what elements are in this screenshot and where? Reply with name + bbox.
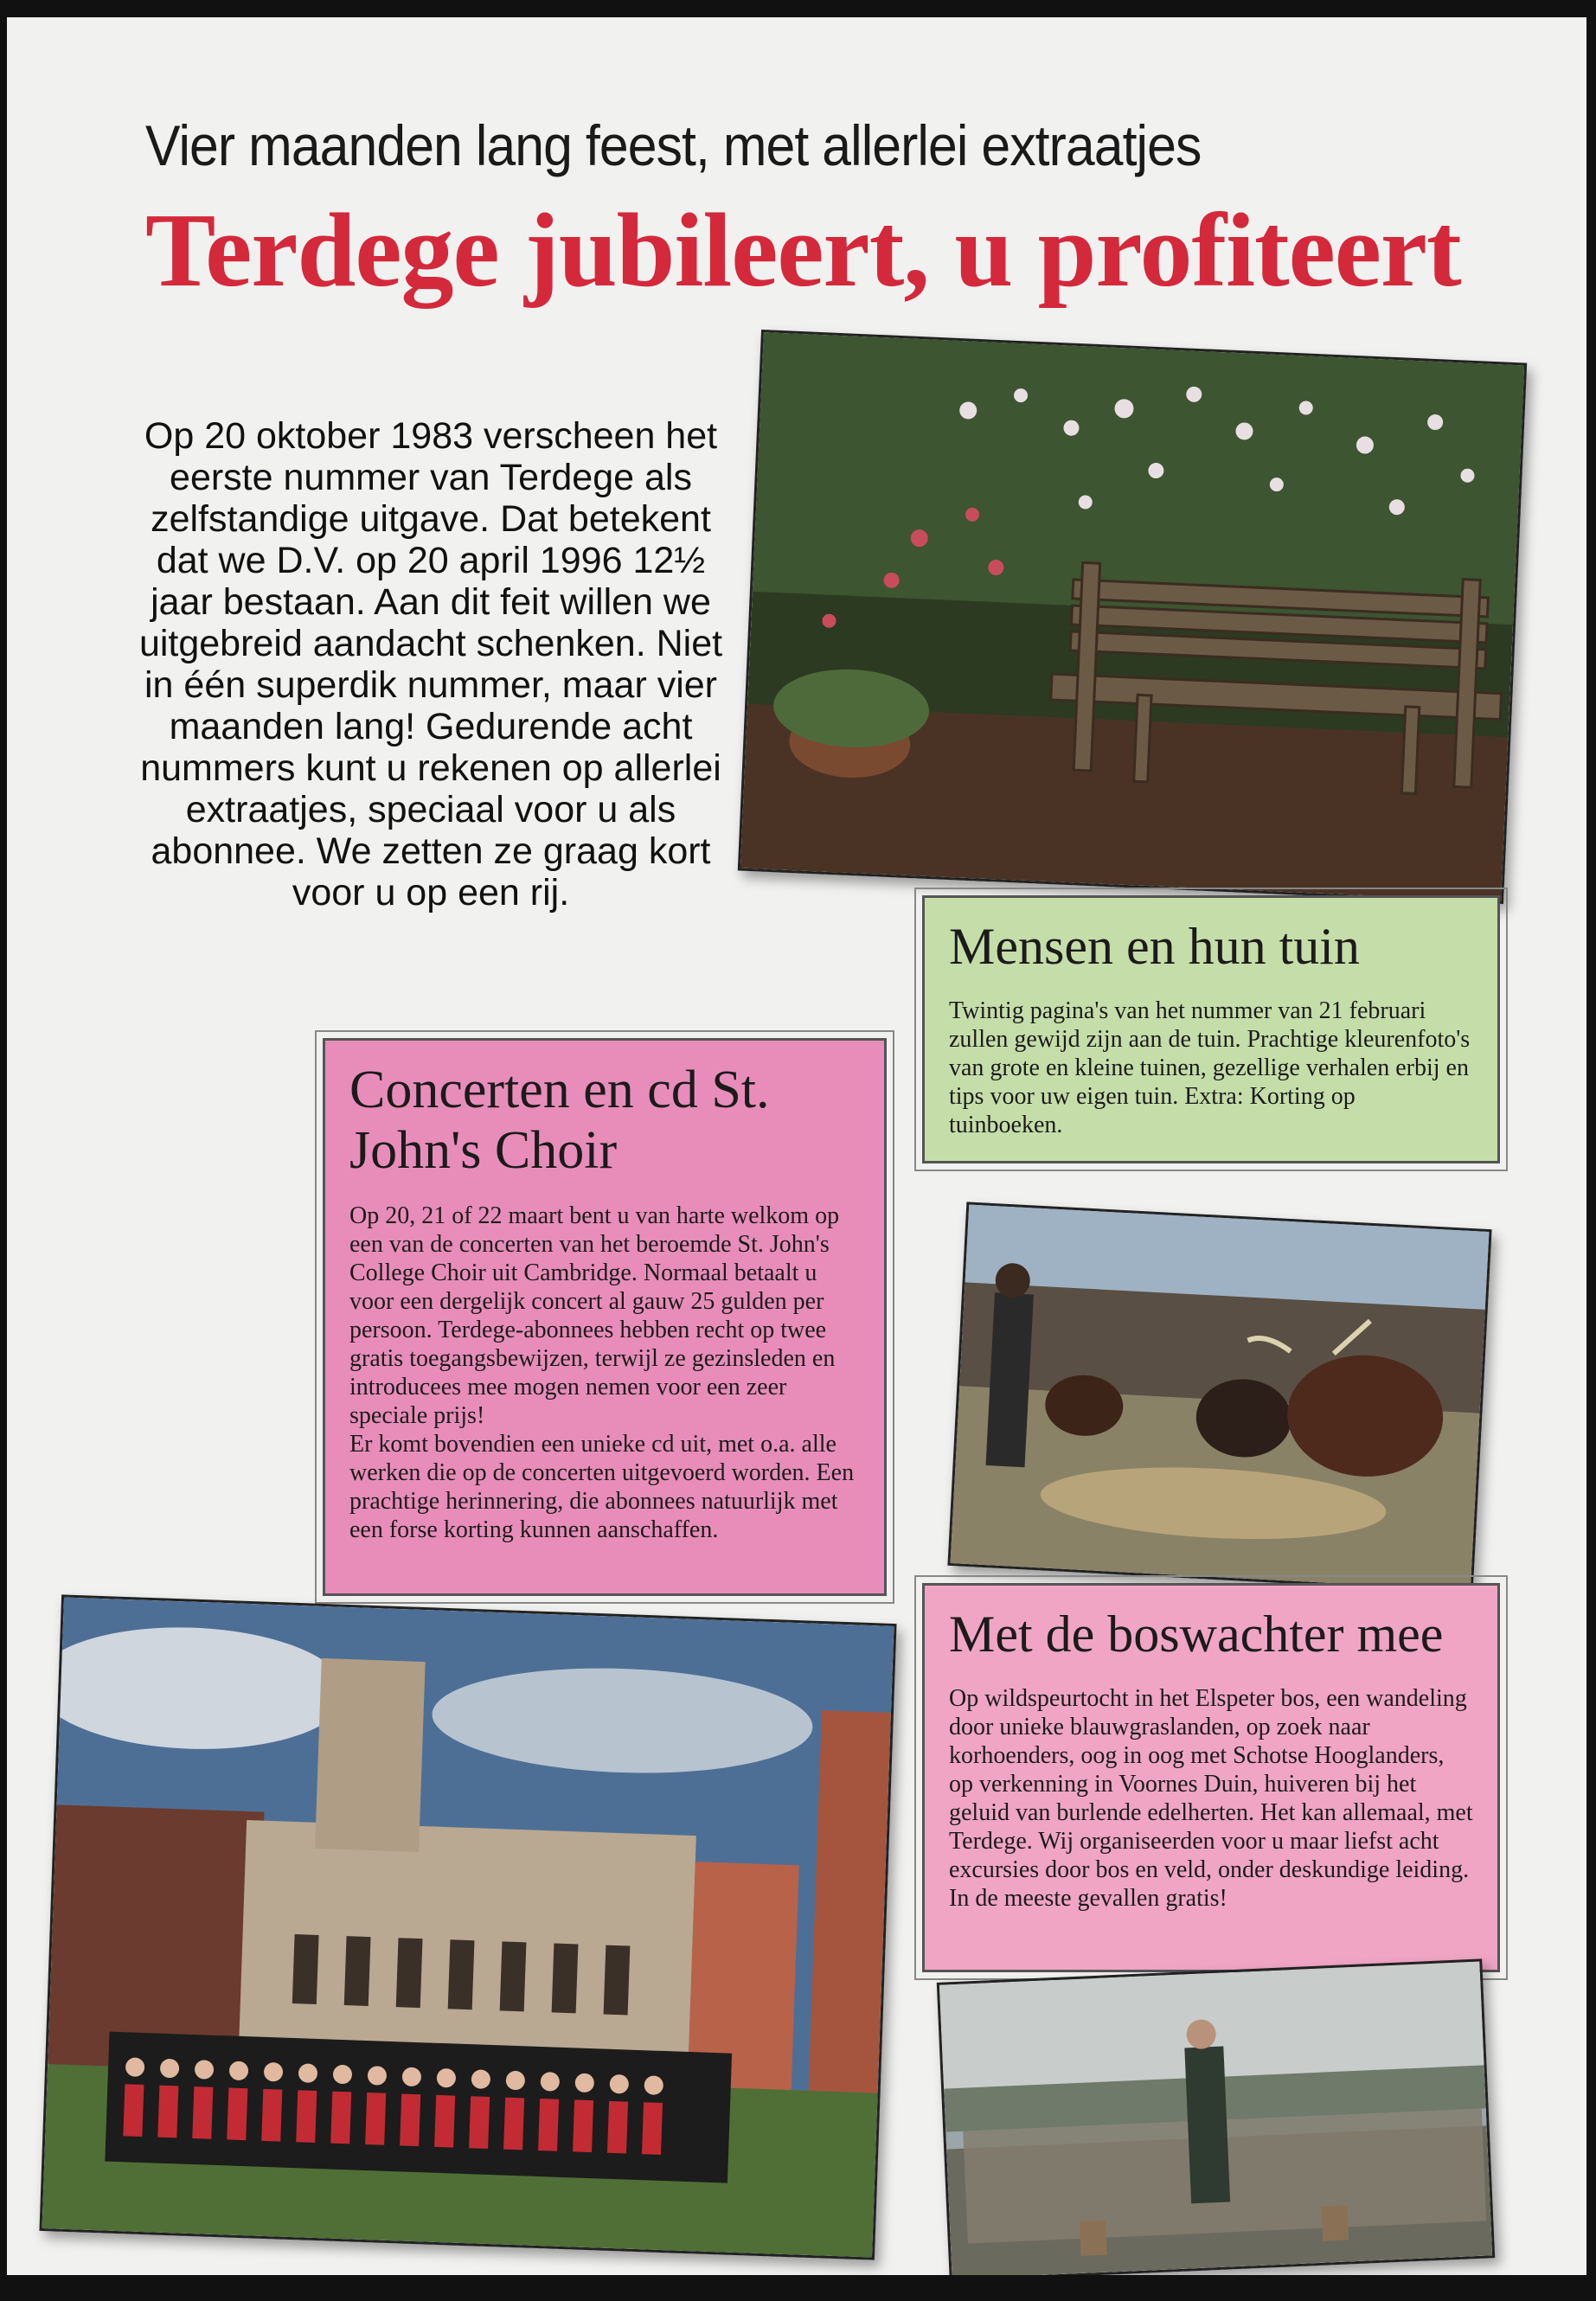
choir-feature-box xyxy=(323,1038,887,1596)
garden-feature-box xyxy=(922,895,1500,1163)
forest-ranger-feature-title: Met de boswachter mee xyxy=(949,1606,1444,1663)
kicker-heading: Vier maanden lang feest, met allerlei extraatjes xyxy=(145,113,1202,177)
forest-ranger-feature-box xyxy=(922,1583,1500,1972)
magazine-page xyxy=(7,17,1586,2275)
garden-feature-text: Twintig pagina's van het nummer van 21 februari zullen gewijd zijn aan de tuin. Prachtige kleurenfoto's van grote en kleine tuinen, gezellige verhalen erbij en tips voor uw eigen tuin. Extra: Korting op tuinboeken. xyxy=(949,997,1471,1138)
page-title: Terdege jubileert, u profiteert xyxy=(145,192,1461,309)
intro-paragraph: Op 20 oktober 1983 verscheen het eerste nummer van Terdege als zelfstandige uitgave. Dat betekent dat we D.V. op 20 april 1996 12½ jaar bestaan. Aan dit feit willen we uitgebreid aandacht schenken. Niet in één superdik nummer, maar vier maanden lang! Gedurende acht nummers kunt u rekenen op allerlei extraatjes, speciaal voor u als abonnee. We zetten ze graag kort voor u op een rij. xyxy=(138,415,723,913)
highland-cattle-photo xyxy=(947,1202,1491,1593)
choir-feature-title: Concerten en cd St. John's Choir xyxy=(349,1061,770,1180)
garden-feature-title: Mensen en hun tuin xyxy=(949,918,1360,975)
forest-ranger-photo xyxy=(937,1958,1495,2275)
forest-ranger-feature-text: Op wildspeurtocht in het Elspeter bos, een wandeling door unieke blauwgraslanden, op zoek naar korhoenders, oog in oog met Schotse Hooglanders, op verkenning in Voornes Duin, huiveren bij het geluid van burlende edelherten. Het kan allemaal, met Terdege. Wij organiseerden voor u maar liefst acht excursies door bos en veld, onder deskundige leiding. In de meeste gevallen gratis! xyxy=(949,1685,1473,1912)
choir-feature-text-2: Er komt bovendien een unieke cd uit, met o.a. alle werken die op de concerten uitgevoerd worden. Een prachtige herinnering, die abonnees natuurlijk met een forse korting kunnen aanschaffen. xyxy=(349,1431,855,1543)
garden-bench-photo xyxy=(738,330,1527,904)
st-johns-college-choir-photo xyxy=(39,1594,896,2259)
choir-feature-text: Op 20, 21 of 22 maart bent u van harte welkom op een van de concerten van het beroemde St. John's College Choir uit Cambridge. Normaal betaalt u voor een dergelijk concert al gauw 25 gulden per persoon. Terdege-abonnees hebben recht op twee gratis toegangsbewijzen, terwijl ze gezinsleden en introducees mee mogen nemen voor een zeer speciale prijs! xyxy=(349,1202,840,1429)
